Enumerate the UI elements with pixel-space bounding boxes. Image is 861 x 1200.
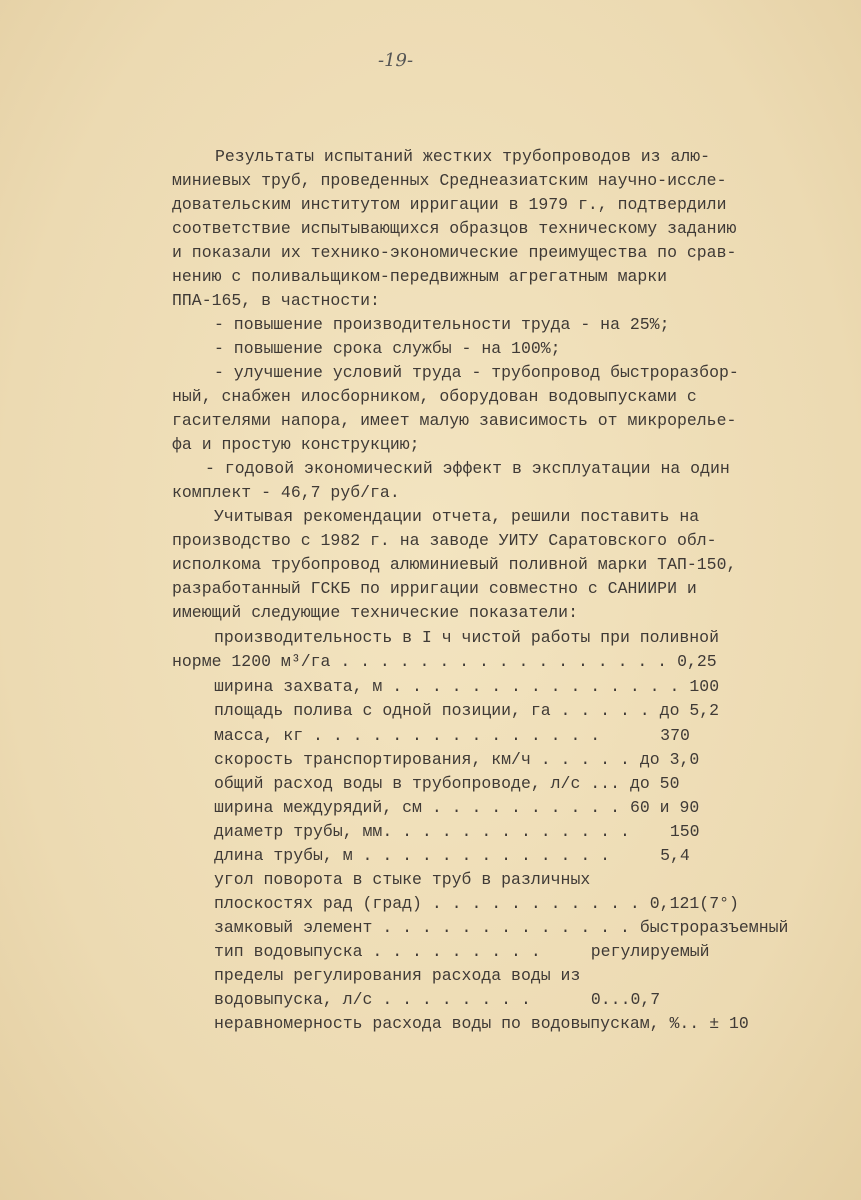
spec-value: 5,4 bbox=[660, 846, 690, 865]
spec-label: неравномерность расхода воды по водовыпускам, %.. bbox=[214, 1014, 700, 1033]
spec-value: 370 bbox=[660, 726, 690, 745]
text-line: соответствие испытывающихся образцов техническому заданию bbox=[172, 219, 737, 238]
spec-value: ± 10 bbox=[709, 1014, 749, 1033]
spec-row bbox=[214, 798, 699, 818]
text-line: довательским институтом ирригации в 1979 г., подтвердили bbox=[172, 195, 727, 214]
spec-row bbox=[214, 677, 719, 697]
text-line: миниевых труб, проведенных Среднеазиатским научно-иссле- bbox=[172, 171, 727, 190]
spec-row bbox=[214, 822, 700, 842]
bullet-line: фа и простую конструкцию; bbox=[172, 435, 420, 454]
bullet-line: ный, снабжен илосборником, оборудован водовыпусками с bbox=[172, 387, 697, 406]
text-line: имеющий следующие технические показатели: bbox=[172, 603, 578, 622]
spec-value: 0,121(7°) bbox=[649, 894, 739, 913]
spec-label: ширина захвата, м . . . . . . . . . . . . . . . bbox=[214, 677, 680, 696]
page-number: -19- bbox=[378, 50, 414, 71]
text-line: производство с 1982 г. на заводе УИТУ Саратовского обл- bbox=[172, 531, 717, 550]
spec-value: 0,25 bbox=[677, 652, 717, 671]
bullet-line: комплект - 46,7 руб/га. bbox=[172, 483, 400, 502]
text-line: нению с поливальщиком-передвижным агрегатным марки bbox=[172, 267, 668, 286]
bullet-line: гасителями напора, имеет малую зависимость от микрорелье- bbox=[172, 411, 737, 430]
spec-label: пределы регулирования расхода воды из bbox=[214, 966, 581, 985]
spec-label: производительность в I ч чистой работы при поливной bbox=[214, 628, 719, 647]
bullet-line: - повышение производительности труда - на 25%; bbox=[214, 315, 670, 334]
spec-label: масса, кг . . . . . . . . . . . . . . . bbox=[214, 726, 601, 745]
spec-row bbox=[214, 846, 690, 866]
spec-label: площадь полива с одной позиции, га . . . . . bbox=[214, 701, 650, 720]
spec-value: быстроразъемный bbox=[639, 918, 789, 937]
spec-row bbox=[172, 652, 717, 672]
text-line: и показали их технико-экономические преимущества по срав- bbox=[172, 243, 737, 262]
spec-row bbox=[214, 726, 690, 746]
spec-value: 100 bbox=[689, 677, 720, 696]
text-line: Учитывая рекомендации отчета, решили поставить на bbox=[214, 507, 700, 526]
spec-label: общий расход воды в трубопроводе, л/с ... bbox=[214, 774, 620, 793]
spec-row bbox=[214, 774, 679, 794]
text-line: исполкома трубопровод алюминиевый поливной марки ТАП-150, bbox=[172, 555, 737, 574]
spec-label: тип водовыпуска . . . . . . . . . bbox=[214, 942, 541, 961]
spec-label: норме 1200 м³/га . . . . . . . . . . . . . . . . . bbox=[172, 652, 668, 671]
spec-label: ширина междурядий, см . . . . . . . . . . bbox=[214, 798, 620, 817]
spec-label: угол поворота в стыке труб в различных bbox=[214, 870, 591, 889]
text-line: разработанный ГСКБ по ирригации совместно с САНИИРИ и bbox=[172, 579, 697, 598]
spec-row bbox=[214, 990, 660, 1010]
spec-row bbox=[214, 750, 699, 770]
spec-value: 60 и 90 bbox=[629, 798, 700, 817]
spec-row bbox=[214, 894, 739, 914]
bullet-line: - повышение срока службы - на 100%; bbox=[214, 339, 561, 358]
spec-row bbox=[214, 966, 580, 986]
text-line: ППА-165, в частности: bbox=[172, 291, 380, 310]
bullet-line: - улучшение условий труда - трубопровод быстроразбор- bbox=[214, 363, 739, 382]
spec-row bbox=[214, 870, 590, 890]
spec-value: регулируемый bbox=[590, 942, 710, 961]
spec-label: плоскостях рад (град) . . . . . . . . . . . bbox=[214, 894, 640, 913]
spec-value: до 50 bbox=[629, 774, 680, 793]
bullet-line: - годовой экономический эффект в эксплуатации на один bbox=[205, 459, 730, 478]
spec-label: замковый элемент . . . . . . . . . . . . . bbox=[214, 918, 630, 937]
spec-row bbox=[214, 1014, 749, 1034]
spec-value: до 3,0 bbox=[639, 750, 700, 769]
spec-value: 0...0,7 bbox=[590, 990, 661, 1009]
spec-label: длина трубы, м . . . . . . . . . . . . . bbox=[214, 846, 611, 865]
spec-label: водовыпуска, л/с . . . . . . . . bbox=[214, 990, 531, 1009]
spec-row bbox=[214, 628, 719, 648]
spec-row bbox=[214, 701, 719, 721]
spec-row bbox=[214, 918, 788, 938]
spec-label: скорость транспортирования, км/ч . . . . . bbox=[214, 750, 630, 769]
spec-label: диаметр трубы, мм. . . . . . . . . . . . . bbox=[214, 822, 630, 841]
spec-value: 150 bbox=[669, 822, 700, 841]
text-line: Результаты испытаний жестких трубопроводов из алю- bbox=[215, 147, 711, 166]
spec-row bbox=[214, 942, 710, 962]
spec-value: до 5,2 bbox=[659, 701, 720, 720]
